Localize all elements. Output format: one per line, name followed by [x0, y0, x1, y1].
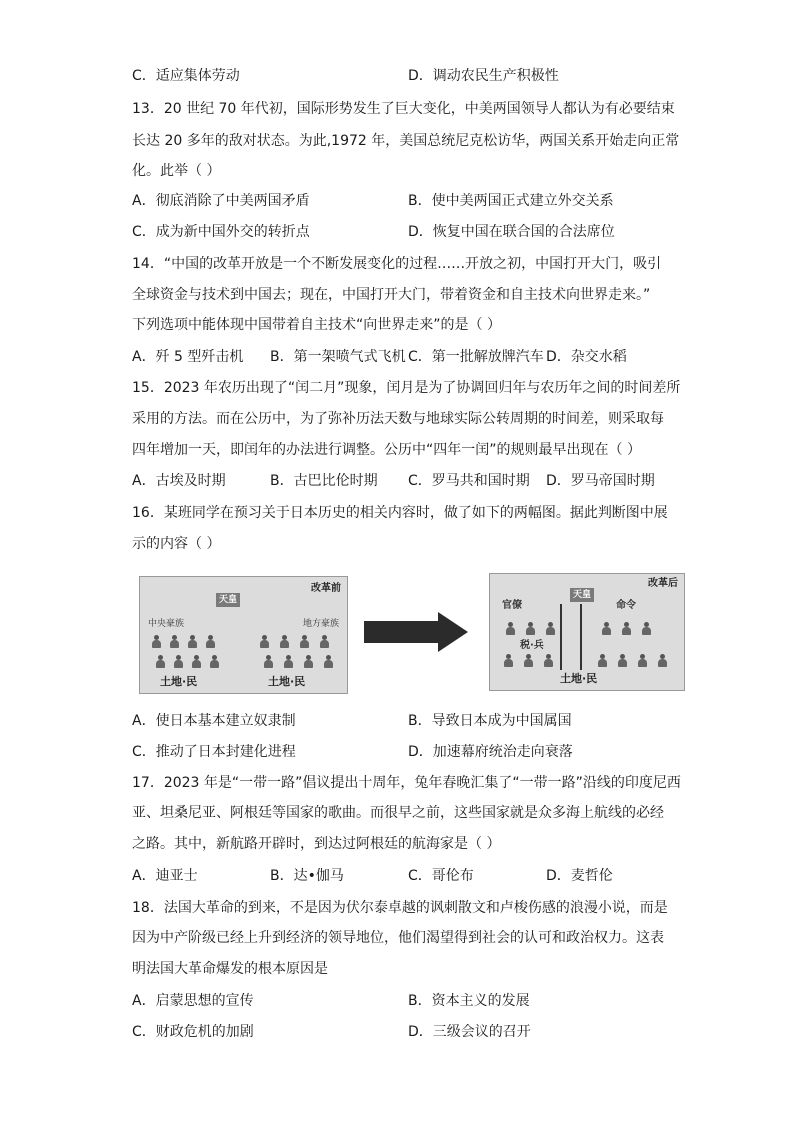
- person-icon: [152, 635, 161, 648]
- person-icon: [304, 655, 313, 668]
- person-icon: [174, 655, 183, 668]
- fig-after-emperor-box: 天皇: [570, 588, 594, 602]
- person-icon: [506, 622, 515, 635]
- q15-option-c: C．罗马共和国时期: [408, 473, 530, 489]
- q15-option-d: D．罗马帝国时期: [546, 473, 655, 489]
- fig-before-land-people-left: 土地·民: [160, 675, 198, 688]
- person-icon: [526, 622, 535, 635]
- q18-stem-line1: 18．法国大革命的到来，不是因为伏尔泰卓越的讽刺散文和卢梭伤感的浪漫小说，而是: [132, 900, 668, 916]
- q13-stem-line2: 长达 20 多年的敌对状态。为此,1972 年，美国总统尼克松访华，两国关系开始走向正常: [132, 133, 680, 149]
- person-icon: [622, 622, 631, 635]
- q15-stem-line1: 15．2023 年农历出现了“闰二月”现象，闰月是为了协调回归年与农历年之间的时间差所: [132, 380, 681, 396]
- q13-option-b: B．使中美两国正式建立外交关系: [408, 193, 614, 209]
- q18-stem-line2: 因为中产阶级已经上升到经济的领导地位，他们渴望得到社会的认可和政治权力。这表: [132, 930, 664, 946]
- q17-stem-line1: 17．2023 年是“一带一路”倡议提出十周年，兔年春晚汇集了“一带一路”沿线的印度尼西: [132, 775, 681, 791]
- q13-option-a: A．彻底消除了中美两国矛盾: [132, 193, 310, 209]
- q18-option-d: D．三级会议的召开: [408, 1024, 531, 1040]
- q16-option-a: A．使日本基本建立奴隶制: [132, 713, 296, 729]
- fig-after-tax-soldier: 税·兵: [520, 640, 544, 651]
- fig-before-land-people-right: 土地·民: [268, 675, 306, 688]
- person-icon: [642, 622, 651, 635]
- person-icon: [638, 654, 647, 667]
- fig-after-command-line: [580, 604, 582, 670]
- person-icon: [170, 635, 179, 648]
- q14-option-a: A．歼 5 型歼击机: [132, 349, 244, 365]
- person-icon: [156, 655, 165, 668]
- q14-stem-line2: 全球资金与技术到中国去；现在，中国打开大门，带着资金和自主技术向世界走来。”: [132, 287, 651, 303]
- q14-option-c: C．第一批解放牌汽车: [408, 349, 544, 365]
- person-icon: [618, 654, 627, 667]
- q16-option-d: D．加速幕府统治走向衰落: [408, 744, 573, 760]
- fig-after-officials: 官僚: [502, 600, 522, 611]
- q14-stem-line1: 14．“中国的改革开放是一个不断发展变化的过程……开放之初，中国打开大门，吸引: [132, 256, 662, 272]
- q12-option-d: D．调动农民生产积极性: [408, 68, 559, 84]
- person-icon: [188, 635, 197, 648]
- q13-option-d: D．恢复中国在联合国的合法席位: [408, 224, 615, 240]
- q13-stem-line3: 化。此举（ ）: [132, 163, 221, 179]
- person-icon: [658, 654, 667, 667]
- person-icon: [284, 655, 293, 668]
- person-icon: [602, 622, 611, 635]
- person-icon: [544, 654, 553, 667]
- q16-option-c: C．推动了日本封建化进程: [132, 744, 296, 760]
- person-icon: [280, 635, 289, 648]
- q15-option-a: A．古埃及时期: [132, 473, 226, 489]
- person-icon: [264, 655, 273, 668]
- figure-after-reform: [489, 573, 685, 691]
- person-icon: [504, 654, 513, 667]
- fig-before-local-clans: 地方豪族: [302, 619, 339, 629]
- q14-stem-line3: 下列选项中能体现中国带着自主技术“向世界走来”的是（ ）: [132, 317, 501, 333]
- q12-option-c: C．适应集体劳动: [132, 68, 240, 84]
- person-icon: [210, 655, 219, 668]
- fig-before-central-clans: 中央豪族: [148, 619, 185, 629]
- person-icon: [324, 655, 333, 668]
- person-icon: [300, 635, 309, 648]
- q17-stem-line2: 亚、坦桑尼亚、阿根廷等国家的歌曲。而很早之前，这些国家就是众多海上航线的必经: [132, 805, 664, 821]
- q16-stem-line2: 示的内容（ ）: [132, 536, 221, 552]
- person-icon: [192, 655, 201, 668]
- q17-option-a: A．迪亚士: [132, 868, 198, 884]
- q15-option-b: B．古巴比伦时期: [270, 473, 378, 489]
- person-icon: [260, 635, 269, 648]
- fig-after-order: 命令: [616, 600, 636, 611]
- q14-option-b: B．第一架喷气式飞机: [270, 349, 406, 365]
- q13-option-c: C．成为新中国外交的转折点: [132, 224, 310, 240]
- fig-before-tag: 改革前: [311, 583, 341, 594]
- q18-option-c: C．财政危机的加剧: [132, 1024, 254, 1040]
- q13-stem-line1: 13．20 世纪 70 年代初，国际形势发生了巨大变化，中美两国领导人都认为有必要结束: [132, 101, 675, 117]
- q17-stem-line3: 之路。其中，新航路开辟时，到达过阿根廷的航海家是（ ）: [132, 836, 501, 852]
- arrow-right-icon: [364, 612, 468, 652]
- fig-after-tax-line: [560, 604, 562, 670]
- fig-before-emperor-box: 天皇: [216, 593, 240, 607]
- q17-option-b: B．达•伽马: [270, 868, 344, 884]
- q16-option-b: B．导致日本成为中国属国: [408, 713, 572, 729]
- q14-option-d: D．杂交水稻: [546, 349, 627, 365]
- q18-option-a: A．启蒙思想的宣传: [132, 993, 254, 1009]
- fig-after-tag: 改革后: [648, 578, 678, 589]
- q16-stem-line1: 16．某班同学在预习关于日本历史的相关内容时，做了如下的两幅图。据此判断图中展: [132, 505, 668, 521]
- person-icon: [320, 635, 329, 648]
- q18-option-b: B．资本主义的发展: [408, 993, 530, 1009]
- q18-stem-line3: 明法国大革命爆发的根本原因是: [132, 961, 328, 977]
- q15-stem-line3: 四年增加一天，即闰年的办法进行调整。公历中“四年一闰”的规则最早出现在（ ）: [132, 442, 641, 458]
- person-icon: [524, 654, 533, 667]
- fig-after-land-people: 土地·民: [560, 672, 598, 685]
- q15-stem-line2: 采用的方法。而在公历中，为了弥补历法天数与地球实际公转周期的时间差，则采取每: [132, 411, 664, 427]
- figure-before-reform: [139, 576, 348, 694]
- person-icon: [598, 654, 607, 667]
- person-icon: [206, 635, 215, 648]
- q17-option-c: C．哥伦布: [408, 868, 474, 884]
- person-icon: [546, 622, 555, 635]
- q17-option-d: D．麦哲伦: [546, 868, 613, 884]
